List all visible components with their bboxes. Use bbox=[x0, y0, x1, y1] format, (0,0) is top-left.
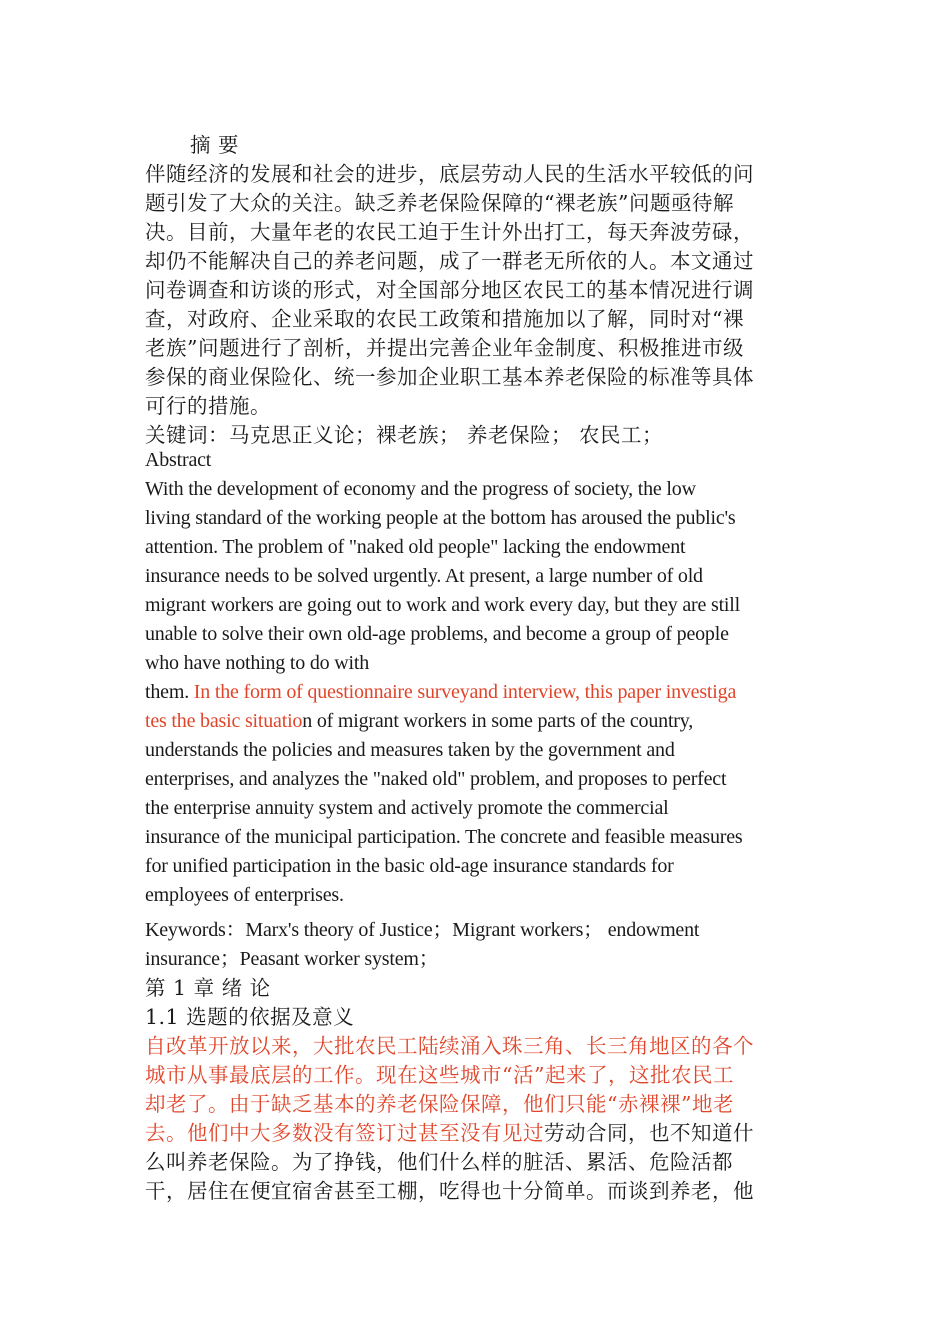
highlighted-text: 去。他们中大多数没有签订过甚至没有见过 bbox=[145, 1121, 544, 1145]
zh-abstract-line: 老族”问题进行了剖析，并提出完善企业年金制度、积极推进市级 bbox=[145, 336, 744, 360]
en-abstract-line bbox=[145, 710, 693, 733]
en-abstract-line: living standard of the working people at the bottom has aroused the public's bbox=[145, 507, 736, 529]
en-abstract-line: employees of enterprises. bbox=[145, 884, 344, 906]
en-abstract-line: who have nothing to do with bbox=[145, 652, 370, 674]
zh-abstract-line: 题引发了大众的关注。缺乏养老保险保障的“裸老族”问题亟待解 bbox=[145, 191, 734, 215]
highlighted-text: In the form of questionnaire surveyand interview, this paper investiga bbox=[193, 681, 737, 703]
section-title: 1.1 选题的依据及意义 bbox=[145, 1005, 355, 1029]
zh-abstract-line: 参保的商业保险化、统一参加企业职工基本养老保险的标准等具体 bbox=[145, 365, 754, 389]
zh-abstract-line: 决。目前，大量年老的农民工迫于生计外出打工，每天奔波劳碌， bbox=[145, 220, 754, 244]
zh-abstract-line: 问卷调查和访谈的形式，对全国部分地区农民工的基本情况进行调 bbox=[145, 278, 754, 302]
en-abstract-line: attention. The problem of "naked old people" lacking the endowment bbox=[145, 536, 686, 558]
highlighted-text: tes the basic situatio bbox=[145, 710, 303, 732]
zh-keywords: 关键词：马克思正义论；裸老族； 养老保险； 农民工； bbox=[145, 423, 664, 447]
en-abstract-line: the enterprise annuity system and actively promote the commercial bbox=[145, 797, 669, 819]
en-abstract-line: enterprises, and analyzes the "naked old" problem, and proposes to perfect bbox=[145, 768, 727, 790]
en-abstract-line: understands the policies and measures taken by the government and bbox=[145, 739, 675, 761]
body-line: 么叫养老保险。为了挣钱，他们什么样的脏活、累活、危险活都 bbox=[145, 1150, 733, 1174]
en-abstract-line: insurance of the municipal participation. The concrete and feasible measures bbox=[145, 826, 743, 848]
en-keywords-line: Keywords：Marx's theory of Justice；Migrant workers； endowment bbox=[145, 919, 700, 941]
body-line: 自改革开放以来，大批农民工陆续涌入珠三角、长三角地区的各个 bbox=[145, 1034, 754, 1058]
en-abstract-line bbox=[145, 681, 736, 704]
zh-abstract-line: 伴随经济的发展和社会的进步，底层劳动人民的生活水平较低的问 bbox=[145, 162, 754, 186]
zh-abstract-line: 查，对政府、企业采取的农民工政策和措施加以了解，同时对“裸 bbox=[145, 307, 744, 331]
en-abstract-line: for unified participation in the basic old-age insurance standards for bbox=[145, 855, 674, 877]
zh-abstract-line: 却仍不能解决自己的养老问题，成了一群老无所依的人。本文通过 bbox=[145, 249, 754, 273]
en-abstract-line: insurance needs to be solved urgently. At present, a large number of old bbox=[145, 565, 703, 587]
plain-text: them. bbox=[145, 681, 194, 703]
en-abstract-line: With the development of economy and the progress of society, the low bbox=[145, 478, 696, 500]
body-line bbox=[145, 1116, 754, 1146]
abstract-heading: 摘 要 bbox=[190, 133, 240, 157]
en-keywords-line: insurance；Peasant worker system； bbox=[145, 948, 439, 970]
abstract-title: Abstract bbox=[145, 449, 212, 471]
chapter-title: 第 1 章 绪 论 bbox=[145, 976, 271, 1000]
en-abstract-line: migrant workers are going out to work and work every day, but they are still bbox=[145, 594, 741, 616]
body-line: 却老了。由于缺乏基本的养老保险保障，他们只能“赤裸裸”地老 bbox=[145, 1092, 734, 1116]
plain-text: 劳动合同，也不知道什 bbox=[544, 1121, 754, 1145]
body-line: 干，居住在便宜宿舍甚至工棚，吃得也十分简单。而谈到养老，他 bbox=[145, 1179, 754, 1203]
zh-abstract-line: 可行的措施。 bbox=[145, 394, 271, 418]
en-abstract-line: unable to solve their own old-age problems, and become a group of people bbox=[145, 623, 729, 645]
plain-text: n of migrant workers in some parts of the country, bbox=[302, 710, 694, 732]
body-line: 城市从事最底层的工作。现在这些城市“活”起来了，这批农民工 bbox=[145, 1063, 734, 1087]
